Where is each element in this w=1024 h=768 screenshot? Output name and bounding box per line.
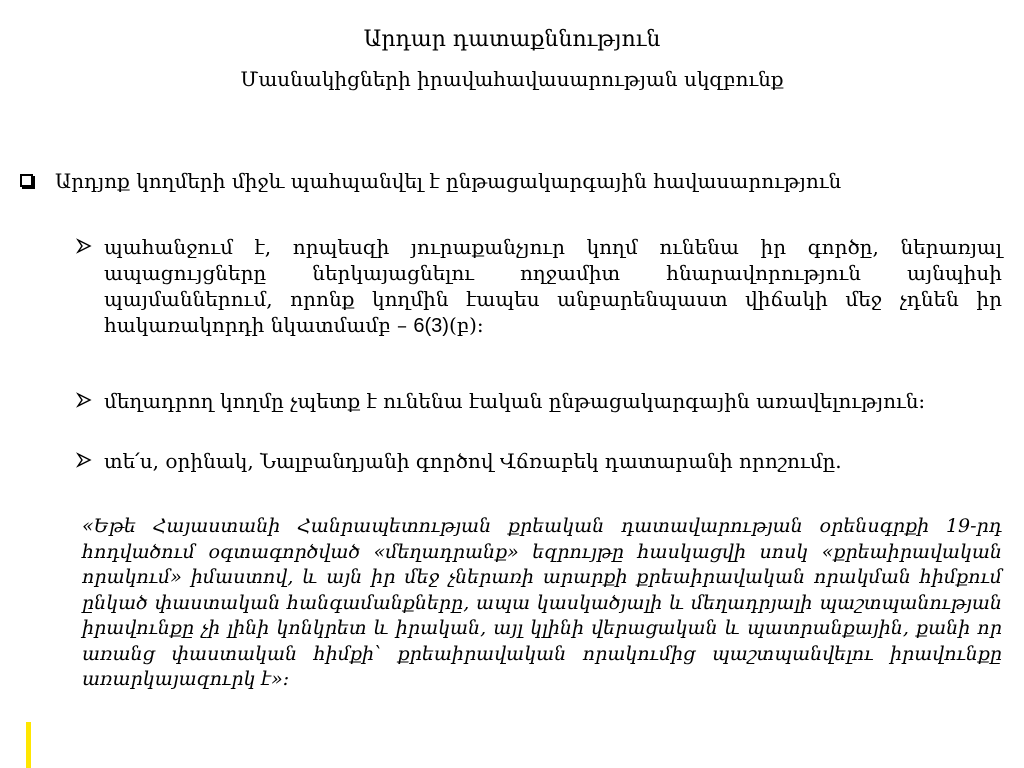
checkbox-bullet-icon — [20, 174, 33, 187]
arrow-bullet-icon — [76, 238, 92, 254]
sub-bullet-text-1-main: պահանջում է, որպեսզի յուրաքանչյուր կողմ ունենա իր գործը, ներառյալ ապացույցները ներկայացնելու ողջամիտ հնարավորություն այնպիսի պայմաններում, որոնք կողմին էապես անբարենպաստ վիճակի մեջ չդնեն իր հակառակորդի նկատմամբ – — [104, 235, 1002, 337]
sub-bullet-text-1 — [104, 234, 1002, 339]
main-bullet-item — [20, 168, 1000, 194]
article-reference-number: 6(3) — [413, 315, 449, 337]
article-reference-tail: (բ): — [448, 313, 484, 337]
sub-bullet-item-3 — [76, 448, 1002, 474]
court-decision-quote: «Եթե Հայաստանի Հանրապետության քրեական դատավարության օրենսգրքի 19-րդ հոդվածում օգտագործված «մեղադրանք» եզրույթը հասկացվի սոսկ «քրեաիրավական որակում» իմաստով, և այն իր մեջ չներառի արարքի քրեաիրավական որակման հիմքում ընկած փաստական հանգամանքները, ապա կասկածյալի և մեղադրյալի պաշտպանության իրավունքը չի լինի կոնկրետ և իրական, այլ կլինի վերացական և պատրանքային, քանի որ առանց փաստական հիմքի՝ քրեաիրավական որակումից պաշտպանվելու իրավունքը առարկայազուրկ է»: — [82, 515, 1002, 690]
arrow-bullet-icon — [76, 452, 92, 468]
arrow-bullet-icon — [76, 392, 92, 408]
sub-bullet-item-1 — [76, 234, 1002, 339]
sub-bullet-text-3: տե՛ս, օրինակ, Նալբանդյանի գործով Վճռաբեկ դատարանի որոշումը. — [104, 449, 842, 473]
slide-subtitle: Մասնակիցների իրավահավասարության սկզբունք — [240, 67, 784, 91]
sub-bullet-text-2: մեղադրող կողմը չպետք է ունենա էական ընթացակարգային առավելություն: — [104, 389, 926, 413]
sub-bullet-item-2 — [76, 388, 1002, 414]
main-bullet-text: Արդյոք կողմերի միջև պահպանվել է ընթացակարգային հավասարություն — [55, 169, 842, 193]
accent-bar — [26, 722, 31, 768]
slide-title: Արդար դատաքննություն — [363, 27, 661, 52]
